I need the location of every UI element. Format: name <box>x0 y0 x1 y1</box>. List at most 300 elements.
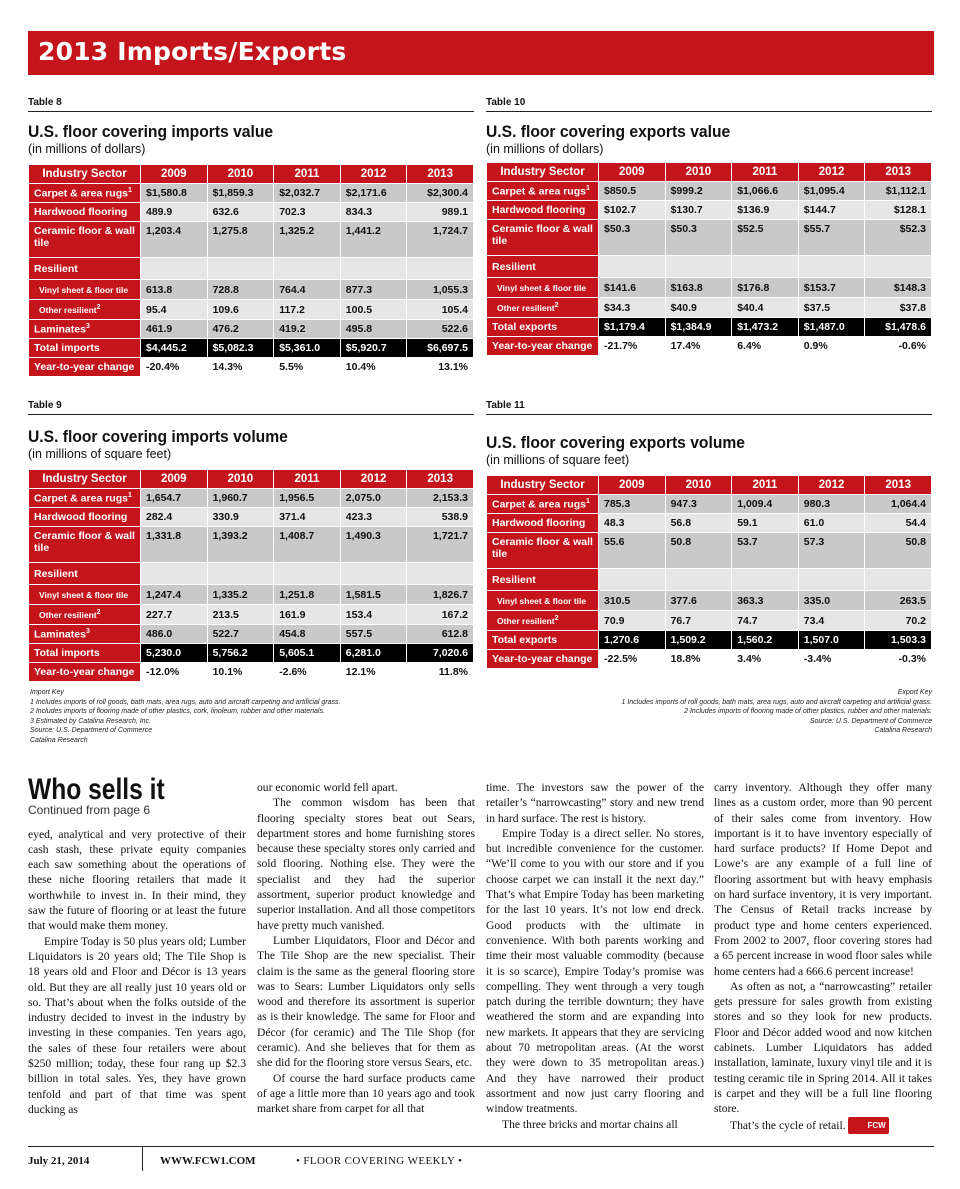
row-label <box>29 508 141 527</box>
row-label <box>487 256 599 278</box>
table-cell: 50.8 <box>665 533 732 569</box>
table-row <box>487 495 932 514</box>
table-cell: 1,441.2 <box>340 222 407 258</box>
table-cell: 10.1% <box>207 663 274 682</box>
header-year: 2013 <box>407 470 474 489</box>
table-cell <box>340 563 407 585</box>
table-cell: $1,066.6 <box>732 182 799 201</box>
header-year: 2009 <box>599 163 666 182</box>
table-cell: 263.5 <box>865 591 932 611</box>
header-year: 2012 <box>340 165 407 184</box>
header-year: 2011 <box>732 163 799 182</box>
table-cell: 59.1 <box>732 514 799 533</box>
import-key-note: 2 Includes imports of flooring made of other plastics, cork, linoleum, rubber and other materials. <box>30 708 325 715</box>
table-cell: 0.9% <box>798 337 865 356</box>
header-sector: Industry Sector <box>487 476 599 495</box>
table-row <box>29 339 474 358</box>
table-cell: 5.5% <box>274 358 341 377</box>
table-row <box>29 358 474 377</box>
footer-divider <box>142 1147 143 1171</box>
row-label <box>29 644 141 663</box>
table-cell: 1,507.0 <box>798 631 865 650</box>
table-cell: 764.4 <box>274 280 341 300</box>
table-cell: 161.9 <box>274 605 341 625</box>
paragraph: Lumber Liquidators, Floor and Décor and The Tile Shop are the new specialist. Their claim is the same as the general flooring store was to Sears: Lumber Liquidators only sells wood and therefore its assortment is superior as is their knowledge. The same for Floor and Décor (for ceramic) and The Tile Shop (for ceramic). And she believes that for them as she did for the flooring store versus Sears, etc. <box>257 933 475 1070</box>
paragraph: Of course the hard surface products came of age a little more than 10 years ago and took market share from carpet for all that <box>257 1071 475 1116</box>
table-cell: 48.3 <box>599 514 666 533</box>
table-row <box>29 258 474 280</box>
table-cell: 1,331.8 <box>141 527 208 563</box>
import-key-source: Source: U.S. Department of Commerce <box>30 727 153 734</box>
table-cell: $6,697.5 <box>407 339 474 358</box>
export-key-title: Export Key <box>897 689 932 696</box>
row-label <box>487 182 599 201</box>
table-cell: 7,020.6 <box>407 644 474 663</box>
table-cell: 57.3 <box>798 533 865 569</box>
data-table <box>486 162 932 356</box>
table-cell: 1,956.5 <box>274 489 341 508</box>
paragraph: carry inventory. Although they offer many lines as a custom order, more than 90 percent of their sales come from inventory. How important is it to have inventory especially of hard surface products? If Home Depot and Lowe’s are any example of a full line of flooring assortment but with heavy emphasis on hard surface inventory, it is very important. The Census of Retail tracks increase by product type and home centers experienced. From 2002 to 2007, floor covering stores had a 65 percent increase in wood floor sales while home centers had a 666.6 percent increase! <box>714 781 932 978</box>
table-row <box>487 201 932 220</box>
header-year: 2010 <box>207 165 274 184</box>
row-label <box>487 631 599 650</box>
table-row <box>487 611 932 631</box>
table-row <box>487 318 932 337</box>
table-cell: -20.4% <box>141 358 208 377</box>
table-cell: 522.6 <box>407 320 474 339</box>
table-cell: $40.9 <box>665 298 732 318</box>
table-cell: $50.3 <box>665 220 732 256</box>
table-cell: $1,473.2 <box>732 318 799 337</box>
table-title: U.S. floor covering imports volume <box>28 427 288 446</box>
header-year: 2010 <box>207 470 274 489</box>
table-cell: 12.1% <box>340 663 407 682</box>
table-cell: $1,112.1 <box>865 182 932 201</box>
header-sector: Industry Sector <box>29 470 141 489</box>
table-cell: 5,605.1 <box>274 644 341 663</box>
table-cell: 1,724.7 <box>407 222 474 258</box>
table-title: U.S. floor covering exports volume <box>486 433 745 452</box>
table-subtitle: (in millions of square feet) <box>486 453 630 467</box>
header-year: 2013 <box>407 165 474 184</box>
export-key-source: Catalina Research <box>874 727 932 734</box>
row-label <box>29 203 141 222</box>
header-year: 2011 <box>274 470 341 489</box>
export-key-note: 1 Includes imports of roll goods, bath mats, area rugs, auto and aircraft carpeting and artificial grass. <box>621 698 932 706</box>
row-label-text: Vinyl sheet & floor tile <box>497 595 587 606</box>
table-cell: 538.9 <box>407 508 474 527</box>
table-cell: $52.5 <box>732 220 799 256</box>
data-table <box>28 469 474 682</box>
export-key <box>532 688 932 736</box>
table-cell: 1,503.3 <box>865 631 932 650</box>
table-cell: 18.8% <box>665 650 732 669</box>
row-label <box>29 489 141 508</box>
table-label: Table 10 <box>486 97 932 112</box>
row-label-text: Carpet & area rugs <box>34 187 128 200</box>
row-label-text: Year-to-year change <box>492 653 593 665</box>
table-cell: $1,478.6 <box>865 318 932 337</box>
row-label-text: Ceramic floor & wall tile <box>34 530 135 554</box>
row-label <box>29 663 141 682</box>
table-row <box>487 256 932 278</box>
table-cell <box>732 256 799 278</box>
row-label-text: Other resilient <box>497 302 555 313</box>
row-label <box>487 220 599 256</box>
table-cell: 728.8 <box>207 280 274 300</box>
header-year: 2009 <box>599 476 666 495</box>
row-label-text: Year-to-year change <box>492 340 593 352</box>
row-label <box>29 563 141 585</box>
table-cell: 1,009.4 <box>732 495 799 514</box>
table-cell: 153.4 <box>340 605 407 625</box>
table-cell: 105.4 <box>407 300 474 320</box>
footnote-marker: 2 <box>96 304 101 312</box>
table-cell: $176.8 <box>732 278 799 298</box>
table-cell: $5,361.0 <box>274 339 341 358</box>
table-cell <box>274 563 341 585</box>
paragraph: The three bricks and mortar chains all <box>502 1117 678 1131</box>
table-cell <box>865 256 932 278</box>
footnote-marker: 1 <box>585 184 590 192</box>
table-cell: 117.2 <box>274 300 341 320</box>
table-cell: $1,859.3 <box>207 184 274 203</box>
row-label <box>487 201 599 220</box>
table-cell: $163.8 <box>665 278 732 298</box>
table-cell: $1,580.8 <box>141 184 208 203</box>
data-table <box>486 475 932 669</box>
table-header-row <box>487 476 932 495</box>
table-cell: 6,281.0 <box>340 644 407 663</box>
table-cell: $37.8 <box>865 298 932 318</box>
table-cell: 1,247.4 <box>141 585 208 605</box>
table-row <box>487 337 932 356</box>
table-cell: 785.3 <box>599 495 666 514</box>
table-title: U.S. floor covering exports value <box>486 122 731 141</box>
table-cell: $130.7 <box>665 201 732 220</box>
table-cell: 980.3 <box>798 495 865 514</box>
row-label <box>29 605 141 625</box>
table-row <box>29 320 474 339</box>
row-label <box>29 280 141 300</box>
table-cell: 557.5 <box>340 625 407 644</box>
table-subtitle: (in millions of dollars) <box>486 142 604 156</box>
article-column-4 <box>714 780 932 1134</box>
row-label-text: Total exports <box>492 634 558 646</box>
table-cell <box>665 569 732 591</box>
table-cell: 461.9 <box>141 320 208 339</box>
footnote-marker: 1 <box>127 186 132 194</box>
table-cell: 1,064.4 <box>865 495 932 514</box>
table-header-row <box>487 163 932 182</box>
table-cell: 1,654.7 <box>141 489 208 508</box>
table-cell: 454.8 <box>274 625 341 644</box>
table-row <box>29 663 474 682</box>
table-cell: $148.3 <box>865 278 932 298</box>
paragraph: Empire Today is 50 plus years old; Lumber Liquidators is 20 years old; The Tile Shop is 18 years old and Floor and Décor is 13 years old. But they are all really just 10 years old or so. That’s about when the folks outside of the industry decided to invest in the industry by investing in these companies. Ten years ago, the sales of these four retailers were about $250 million; today, these four rang up $2.3 billion in total sales. Yes, they have grown tenfold and part of that time was spent ducking as <box>28 934 246 1116</box>
table-cell: 2,075.0 <box>340 489 407 508</box>
row-label <box>487 337 599 356</box>
table-cell: 109.6 <box>207 300 274 320</box>
paragraph: Empire Today is a direct seller. No stores, but incredible convenience for the customer. “We’ll come to you with our store and if you choose carpet we can install it the next day.” That’s what Empire Today has been marketing for the last 10 years. It’s not low end dreck. Good products with the ultimate in convenience. With both parents working and time their most valuable commodity (because it is so scarce), Empire Today’s promise was compelling. They went through a very tough patch during the terrible downturn; they have weathered the storm and are expanding into new markets. It appears that they are servicing about 70 metropolitan areas. (At the worst they were down to 35 metropolitan areas.) And they have narrowed their product assortment and now just carry flooring and window treatments. <box>486 826 704 1116</box>
header-year: 2011 <box>274 165 341 184</box>
row-label-text: Total imports <box>34 647 100 659</box>
table-subtitle: (in millions of dollars) <box>28 142 146 156</box>
footnote-marker: 1 <box>585 497 590 505</box>
table-cell <box>798 256 865 278</box>
row-label <box>29 320 141 339</box>
row-label-text: Laminates <box>34 323 86 336</box>
table-cell: 1,581.5 <box>340 585 407 605</box>
issue-date: July 21, 2014 <box>28 1155 90 1167</box>
table-cell <box>407 563 474 585</box>
table-cell <box>732 569 799 591</box>
export-key-note: 2 Includes imports of flooring made of other plastics, rubber and other materials. <box>684 708 932 715</box>
row-label <box>29 358 141 377</box>
table-row <box>487 278 932 298</box>
header-sector: Industry Sector <box>29 165 141 184</box>
row-label-text: Carpet & area rugs <box>492 498 586 511</box>
table-header-row <box>29 165 474 184</box>
table-row <box>29 644 474 663</box>
row-label-text: Ceramic floor & wall tile <box>34 225 135 249</box>
row-label-text: Resilient <box>34 567 78 580</box>
fcw-end-mark-icon: FCW <box>848 1117 888 1134</box>
table-cell: 56.8 <box>665 514 732 533</box>
table-cell: $153.7 <box>798 278 865 298</box>
import-key-source: Catalina Research <box>30 736 88 744</box>
table-imports-value <box>28 97 474 377</box>
table-cell: 11.8% <box>407 663 474 682</box>
table-cell <box>207 563 274 585</box>
table-cell <box>865 569 932 591</box>
table-cell: 310.5 <box>599 591 666 611</box>
table-row <box>487 182 932 201</box>
table-cell: 70.9 <box>599 611 666 631</box>
table-cell: 612.8 <box>407 625 474 644</box>
table-cell: 1,408.7 <box>274 527 341 563</box>
table-label: Table 9 <box>28 400 474 415</box>
table-row <box>29 184 474 203</box>
table-row <box>29 585 474 605</box>
table-cell <box>407 258 474 280</box>
table-cell: 1,203.4 <box>141 222 208 258</box>
row-label-text: Year-to-year change <box>34 361 135 373</box>
table-row <box>29 489 474 508</box>
table-cell: 3.4% <box>732 650 799 669</box>
table-row <box>29 280 474 300</box>
table-cell: -3.4% <box>798 650 865 669</box>
table-cell: 6.4% <box>732 337 799 356</box>
table-cell: 947.3 <box>665 495 732 514</box>
table-row <box>487 569 932 591</box>
table-cell: 1,270.6 <box>599 631 666 650</box>
table-cell: 330.9 <box>207 508 274 527</box>
header-year: 2011 <box>732 476 799 495</box>
table-cell: 476.2 <box>207 320 274 339</box>
table-imports-volume <box>28 400 474 682</box>
header-year: 2010 <box>665 476 732 495</box>
table-cell: -22.5% <box>599 650 666 669</box>
row-label-text: Hardwood flooring <box>492 517 586 529</box>
row-label-text: Carpet & area rugs <box>492 185 586 198</box>
table-cell: 2,153.3 <box>407 489 474 508</box>
table-row <box>29 527 474 563</box>
table-cell: 1,335.2 <box>207 585 274 605</box>
export-key-source: Source: U.S. Department of Commerce <box>809 717 932 725</box>
table-cell: 5,230.0 <box>141 644 208 663</box>
table-cell: $5,082.3 <box>207 339 274 358</box>
footnote-marker: 1 <box>127 491 132 499</box>
publication-name: • FLOOR COVERING WEEKLY • <box>296 1155 463 1167</box>
table-label: Table 11 <box>486 400 932 415</box>
table-cell: 13.1% <box>407 358 474 377</box>
row-label <box>487 278 599 298</box>
row-label <box>487 569 599 591</box>
table-cell: 1,490.3 <box>340 527 407 563</box>
table-cell: -12.0% <box>141 663 208 682</box>
section-banner <box>28 31 934 75</box>
table-cell: $850.5 <box>599 182 666 201</box>
row-label-text: Ceramic floor & wall tile <box>492 536 593 560</box>
header-year: 2009 <box>141 470 208 489</box>
table-cell: 61.0 <box>798 514 865 533</box>
table-cell: $128.1 <box>865 201 932 220</box>
import-key-note: 3 Estimated by Catalina Research, Inc. <box>30 717 152 725</box>
table-cell <box>665 256 732 278</box>
row-label <box>29 300 141 320</box>
row-label <box>487 514 599 533</box>
table-cell: 486.0 <box>141 625 208 644</box>
table-row <box>29 563 474 585</box>
table-cell: 632.6 <box>207 203 274 222</box>
table-row <box>487 514 932 533</box>
table-cell: 423.3 <box>340 508 407 527</box>
data-table <box>28 164 474 377</box>
article-headline: Who sells it <box>28 773 165 806</box>
row-label <box>487 650 599 669</box>
row-label-text: Vinyl sheet & floor tile <box>497 282 587 293</box>
table-cell <box>141 258 208 280</box>
table-cell: 1,251.8 <box>274 585 341 605</box>
table-row <box>29 508 474 527</box>
table-header-row <box>29 470 474 489</box>
row-label-text: Resilient <box>492 573 536 586</box>
table-cell: 17.4% <box>665 337 732 356</box>
table-cell: $141.6 <box>599 278 666 298</box>
import-key <box>30 688 430 745</box>
table-cell: 419.2 <box>274 320 341 339</box>
table-cell: 1,826.7 <box>407 585 474 605</box>
header-year: 2013 <box>865 476 932 495</box>
table-cell: $4,445.2 <box>141 339 208 358</box>
table-cell: 371.4 <box>274 508 341 527</box>
table-cell <box>340 258 407 280</box>
row-label-text: Total exports <box>492 321 558 333</box>
row-label-text: Carpet & area rugs <box>34 492 128 505</box>
paragraph <box>714 1117 932 1134</box>
paragraph: As often as not, a “narrowcasting” retailer gets pressure for sales growth from existing stores and so they look for new products. Floor and Décor added wood and now kitchen cabinets. Lumber Liquidators has added installation, laminate, luxury vinyl tile and it is testing ceramic tile in Spring 2014. All it takes is carpet and they will be a full line flooring store. <box>714 979 932 1116</box>
import-key-note: 1 Includes imports of roll goods, bath mats, area rugs, auto and aircraft carpeting and artificial grass. <box>30 698 341 706</box>
table-cell: -0.6% <box>865 337 932 356</box>
footnote-marker: 3 <box>85 627 90 635</box>
table-cell: 54.4 <box>865 514 932 533</box>
table-cell: 1,055.3 <box>407 280 474 300</box>
section-title: 2013 Imports/Exports <box>38 37 347 66</box>
row-label-text: Hardwood flooring <box>34 511 128 523</box>
table-cell: 282.4 <box>141 508 208 527</box>
paragraph: The common wisdom has been that flooring specialty stores beat out Sears, department stores and home furnishing stores because these specialty stores only carried and sold flooring. Nothing else. They were the specialist and they had the superior assortment, superior product knowledge and superior installation. And all those competitors have pretty much vanished. <box>257 796 475 932</box>
header-year: 2013 <box>865 163 932 182</box>
table-cell: $144.7 <box>798 201 865 220</box>
row-label-text: Vinyl sheet & floor tile <box>39 589 129 600</box>
table-cell: $50.3 <box>599 220 666 256</box>
table-cell: $34.3 <box>599 298 666 318</box>
table-cell: 877.3 <box>340 280 407 300</box>
import-key-title: Import Key <box>30 689 64 696</box>
table-cell: $1,384.9 <box>665 318 732 337</box>
table-cell: 76.7 <box>665 611 732 631</box>
footnote-marker: 2 <box>96 609 101 617</box>
table-row <box>29 605 474 625</box>
table-cell: 5,756.2 <box>207 644 274 663</box>
table-cell: $1,179.4 <box>599 318 666 337</box>
table-row <box>487 631 932 650</box>
row-label-text: Laminates <box>34 628 86 641</box>
table-cell: 227.7 <box>141 605 208 625</box>
table-cell: 95.4 <box>141 300 208 320</box>
header-year: 2012 <box>340 470 407 489</box>
table-cell: 10.4% <box>340 358 407 377</box>
table-cell: $1,095.4 <box>798 182 865 201</box>
table-cell: $40.4 <box>732 298 799 318</box>
table-cell: 335.0 <box>798 591 865 611</box>
table-cell: $2,300.4 <box>407 184 474 203</box>
row-label <box>487 533 599 569</box>
row-label <box>29 339 141 358</box>
table-cell: 613.8 <box>141 280 208 300</box>
row-label <box>487 495 599 514</box>
paragraph: our economic world fell apart. <box>257 781 398 794</box>
table-row <box>487 298 932 318</box>
table-row <box>29 300 474 320</box>
table-cell <box>207 258 274 280</box>
table-cell: 1,960.7 <box>207 489 274 508</box>
row-label-text: Resilient <box>34 262 78 275</box>
table-cell: 14.3% <box>207 358 274 377</box>
table-cell <box>599 256 666 278</box>
article-column-1 <box>28 773 246 1117</box>
table-row <box>487 533 932 569</box>
table-cell: $5,920.7 <box>340 339 407 358</box>
table-cell <box>599 569 666 591</box>
paragraph: eyed, analytical and very protective of their cash stash, these private equity companies each saw something about the operations of these niche flooring retailers that made it worthwhile to invest in. In their mind, they saw the future of flooring or at least the future that would make them money. <box>28 827 246 933</box>
table-cell: $52.3 <box>865 220 932 256</box>
row-label-text: Other resilient <box>497 615 555 626</box>
row-label <box>29 585 141 605</box>
row-label-text: Total imports <box>34 342 100 354</box>
table-cell: 1,325.2 <box>274 222 341 258</box>
table-cell: 70.2 <box>865 611 932 631</box>
row-label-text: Ceramic floor & wall tile <box>492 223 593 247</box>
table-cell: $136.9 <box>732 201 799 220</box>
closing-line: That’s the cycle of retail. <box>730 1118 846 1132</box>
table-cell: $999.2 <box>665 182 732 201</box>
table-cell: $55.7 <box>798 220 865 256</box>
website-url: WWW.FCW1.COM <box>160 1155 256 1167</box>
row-label-text: Hardwood flooring <box>492 204 586 216</box>
table-cell: 1,509.2 <box>665 631 732 650</box>
